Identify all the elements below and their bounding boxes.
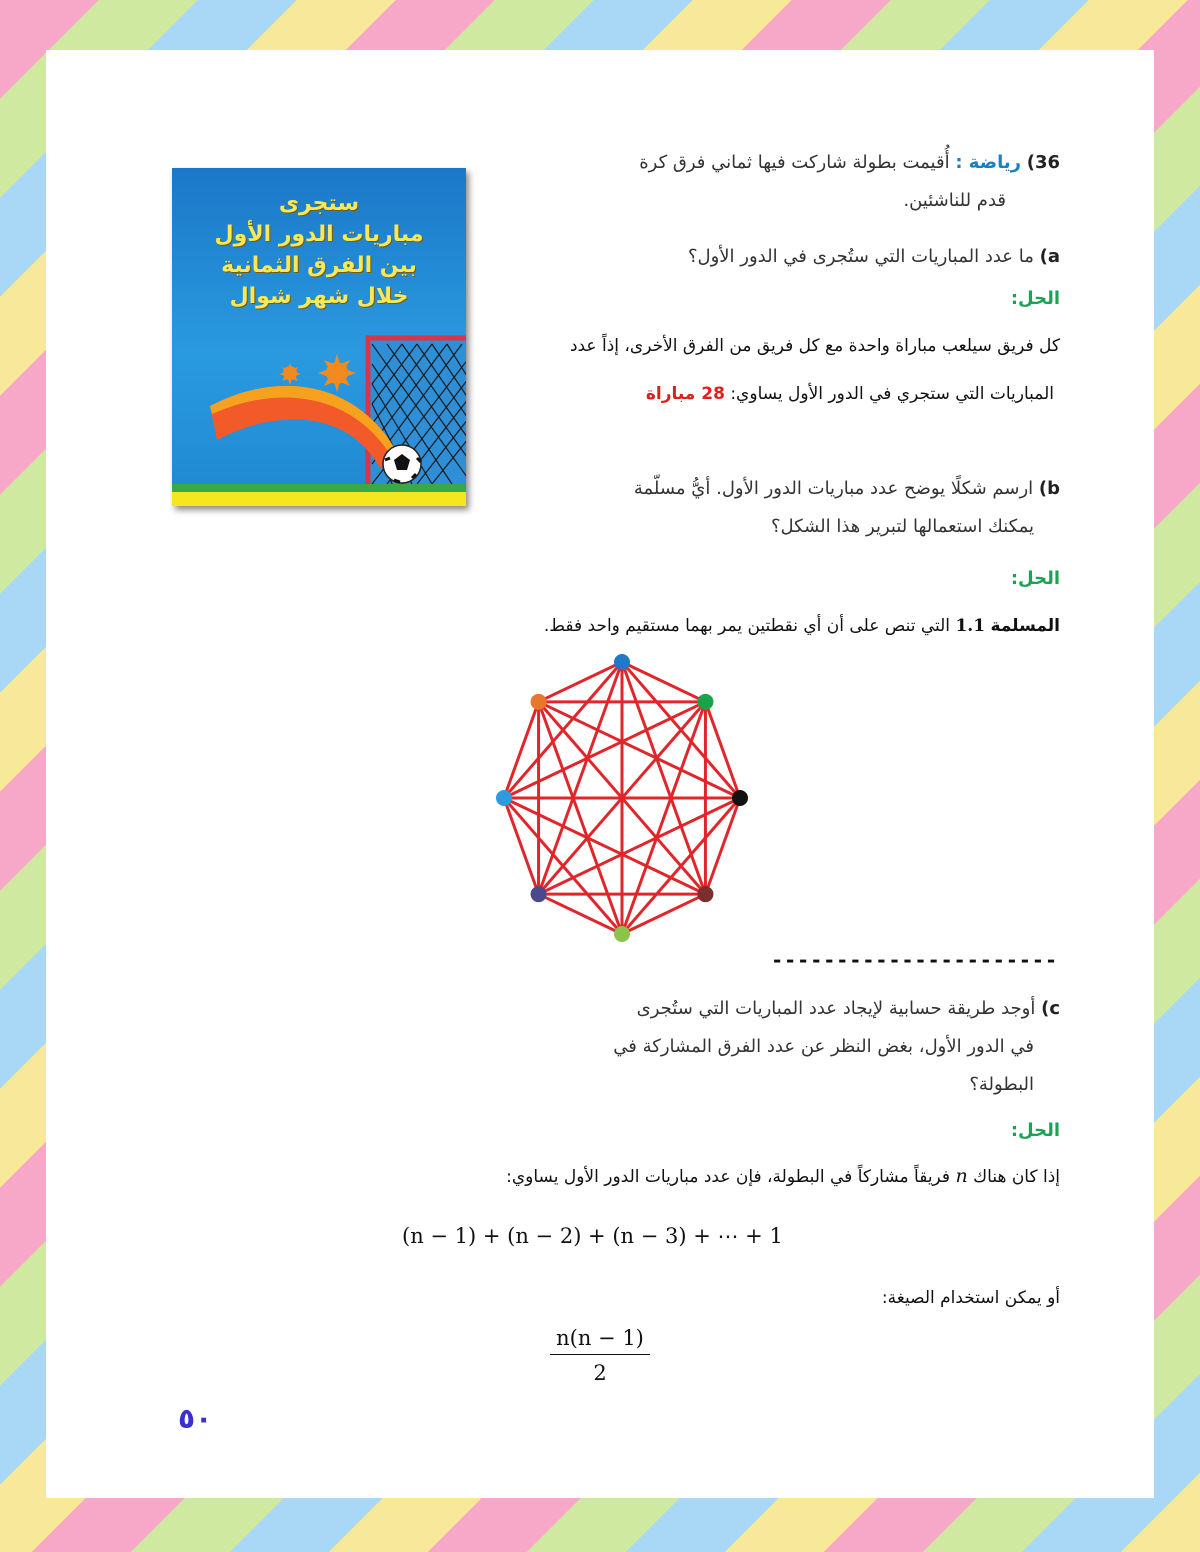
- question-line-2: قدم للناشئين.: [903, 190, 1006, 211]
- graph-vertex: [614, 654, 630, 670]
- graph-vertex: [732, 790, 748, 806]
- graph-vertex: [531, 886, 547, 902]
- poster-line: بين الفرق الثمانية: [221, 253, 417, 278]
- complete-graph-diagram: [492, 650, 752, 950]
- graph-vertex: [496, 790, 512, 806]
- question-stem: [540, 144, 1060, 220]
- formula-intro: أو يمكن استخدام الصيغة:: [881, 1288, 1060, 1308]
- part-c-line-2: في الدور الأول، بغض النظر عن عدد الفرق المشاركة في: [613, 1036, 1034, 1057]
- solution-label-b: الحل:: [1010, 568, 1060, 589]
- part-b-line-1: [520, 470, 1060, 508]
- graph-vertex: [531, 694, 547, 710]
- part-c: [500, 990, 1060, 1104]
- part-c-line-3: البطولة؟: [969, 1074, 1034, 1095]
- part-a-letter: a): [1039, 246, 1060, 267]
- formula-denominator: 2: [593, 1361, 607, 1385]
- part-c-line-1: [500, 990, 1060, 1028]
- part-b-letter: b): [1038, 478, 1060, 499]
- solution-c-pre: إذا كان هناك: [973, 1167, 1060, 1187]
- sum-expression: (n − 1) + (n − 2) + (n − 3) + ⋯ + 1: [402, 1224, 783, 1248]
- part-c-letter: c): [1041, 998, 1060, 1019]
- poster-line: خلال شهر شوال: [229, 284, 409, 309]
- solution-c-post: فريقاً مشاركاً في البطولة، فإن عدد مباريات الدور الأول يساوي:: [506, 1167, 951, 1187]
- poster-line: ستجرى: [278, 191, 360, 216]
- match-poster-image: [172, 168, 466, 506]
- question-text: أُقيمت بطولة شاركت فيها ثماني فرق كرة: [639, 152, 950, 173]
- solution-b-text: [360, 612, 1060, 640]
- solution-a-text: المباريات التي ستجري في الدور الأول يساوي:: [730, 384, 1054, 404]
- graph-vertex: [697, 694, 713, 710]
- graph-vertex: [614, 926, 630, 942]
- solution-a-line-1: كل فريق سيلعب مباراة واحدة مع كل فريق من الفرق الأخرى، إذاً عدد: [569, 336, 1060, 356]
- part-a: [500, 238, 1060, 276]
- small-sun-icon: [279, 363, 301, 385]
- question-number: 36): [1026, 152, 1060, 173]
- part-b-text-1: ارسم شكلًا يوضح عدد مباريات الدور الأول. أيُّ مسلّمة: [633, 478, 1034, 499]
- variable-n: n: [955, 1165, 968, 1187]
- grass: [172, 484, 466, 492]
- part-b: [520, 470, 1060, 546]
- solution-c-text: [340, 1162, 1060, 1191]
- poster-caption: [172, 188, 466, 312]
- postulate-word: المسلمة: [990, 616, 1060, 636]
- solution-label-a: الحل:: [1010, 288, 1060, 309]
- poster-line: مباريات الدور الأول: [214, 222, 424, 247]
- part-c-text-1: أوجد طريقة حسابية لإيجاد عدد المباريات التي ستُجرى: [636, 998, 1036, 1019]
- soccer-ball-icon: [383, 445, 421, 483]
- question-line-1: [540, 144, 1060, 182]
- formula-numerator: n(n − 1): [550, 1326, 650, 1355]
- solution-a-line-2: [434, 380, 1054, 408]
- sun-icon: [318, 354, 356, 392]
- question-topic: رياضة :: [955, 152, 1021, 173]
- part-a-text: ما عدد المباريات التي ستُجرى في الدور الأول؟: [687, 246, 1034, 267]
- graph-vertex: [697, 886, 713, 902]
- divider: ----------------------: [771, 948, 1058, 972]
- formula-fraction: [550, 1326, 650, 1385]
- answer-a: 28 مباراة: [645, 384, 725, 404]
- part-b-line-2: يمكنك استعمالها لتبرير هذا الشكل؟: [770, 516, 1034, 537]
- solution-label-c: الحل:: [1010, 1120, 1060, 1141]
- postulate-number: 1.1: [955, 616, 986, 636]
- page-number: ٥٠: [178, 1402, 213, 1435]
- postulate-text: التي تنص على أن أي نقطتين يمر بهما مستقيم واحد فقط.: [543, 616, 951, 636]
- page: [46, 50, 1154, 1498]
- yellow-strip: [172, 492, 466, 506]
